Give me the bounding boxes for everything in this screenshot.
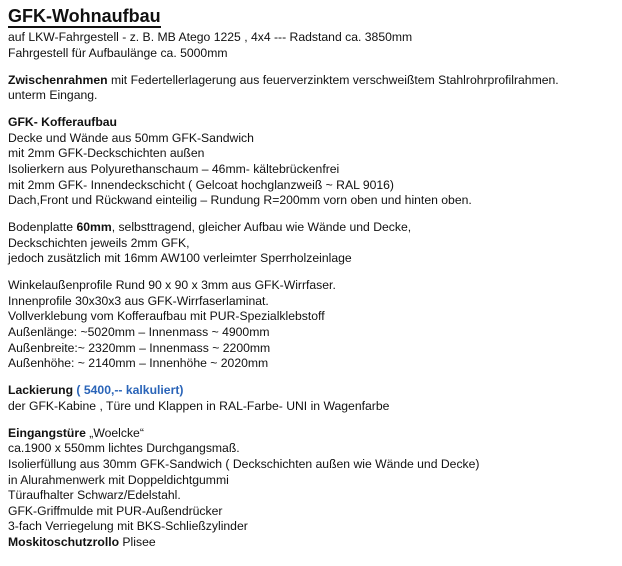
tuere-model: „Woelcke“ — [85, 425, 144, 440]
profile-line: Winkelaußenprofile Rund 90 x 90 x 3mm aus GFK-Wirrfaser. — [8, 278, 336, 293]
tuere-line: Isolierfüllung aus 30mm GFK-Sandwich ( Deckschichten außen wie Wände und Decke) — [8, 457, 480, 471]
intro-line-1: auf LKW-Fahrgestell - z. B. MB Atego 1225 , 4x4 --- Radstand ca. 3850mm — [8, 30, 413, 44]
koffer-line: Isolierkern aus Polyurethanschaum – 46mm- kältebrückenfrei — [8, 161, 340, 176]
boden-line-1 — [8, 220, 622, 236]
tuere-line-1 — [8, 426, 622, 442]
lackierung-line-2: der GFK-Kabine , Türe und Klappen in RAL-Farbe- UNI in Wagenfarbe — [8, 398, 390, 413]
profile-line: Außenhöhe: ~ 2140mm – Innenhöhe ~ 2020mm — [8, 356, 269, 371]
zwischenrahmen-line-2: unterm Eingang. — [8, 88, 98, 103]
boden-text-a: Bodenplatte — [8, 220, 77, 235]
intro-line-2: Fahrgestell für Aufbaulänge ca. 5000mm — [8, 45, 228, 60]
boden-text-c: , selbsttragend, gleicher Aufbau wie Wände und Decke, — [111, 220, 412, 235]
boden-thickness: 60mm — [76, 220, 112, 235]
koffer-line: mit 2mm GFK- Innendeckschicht ( Gelcoat hochglanzweiß ~ RAL 9016) — [8, 177, 394, 192]
koffer-line: Decke und Wände aus 50mm GFK-Sandwich — [8, 130, 254, 145]
boden-line-2: Deckschichten jeweils 2mm GFK, — [8, 235, 190, 250]
tuere-line: ca.1900 x 550mm lichtes Durchgangsmaß. — [8, 441, 240, 456]
zwischenrahmen-line-1 — [8, 73, 622, 89]
tuere-line: Türaufhalter Schwarz/Edelstahl. — [8, 488, 181, 503]
tuere-line: 3-fach Verriegelung mit BKS-Schließzylinder — [8, 519, 248, 534]
profile-line: Außenlänge: ~5020mm – Innenmass ~ 4900mm — [8, 325, 270, 340]
zwischenrahmen-text: mit Federtellerlagerung aus feuerverzinktem verschweißtem Stahlrohrprofilrahmen. — [107, 72, 559, 87]
mosquito-screen-heading: Moskitoschutzrollo — [8, 534, 120, 549]
lackierung-line-1 — [8, 383, 622, 399]
profile-line: Außenbreite:~ 2320mm – Innenmass ~ 2200mm — [8, 340, 271, 355]
profile-line: Vollverklebung vom Kofferaufbau mit PUR-Spezialklebstoff — [8, 309, 325, 324]
tuere-line: in Alurahmenwerk mit Doppeldichtgummi — [8, 472, 229, 487]
mosquito-screen-text: Plisee — [119, 534, 156, 549]
boden-line-3: jedoch zusätzlich mit 16mm AW100 verleimter Sperrholzeinlage — [8, 251, 352, 266]
lackierung-heading: Lackierung — [8, 383, 74, 398]
lackierung-price: ( 5400,-- kalkuliert) — [73, 383, 184, 398]
koffer-line: Dach,Front und Rückwand einteilig – Rundung R=200mm vorn oben und hinten oben. — [8, 193, 472, 208]
tuere-last-line — [8, 535, 622, 551]
zwischenrahmen-heading: Zwischenrahmen — [8, 72, 108, 87]
koffer-line: mit 2mm GFK-Deckschichten außen — [8, 146, 205, 161]
koffer-heading: GFK- Kofferaufbau — [8, 115, 118, 130]
document-title: GFK-Wohnaufbau — [8, 6, 161, 26]
tuere-line: GFK-Griffmulde mit PUR-Außendrücker — [8, 503, 223, 518]
profile-line: Innenprofile 30x30x3 aus GFK-Wirrfaserlaminat. — [8, 293, 269, 308]
tuere-heading: Eingangstüre — [8, 425, 86, 440]
